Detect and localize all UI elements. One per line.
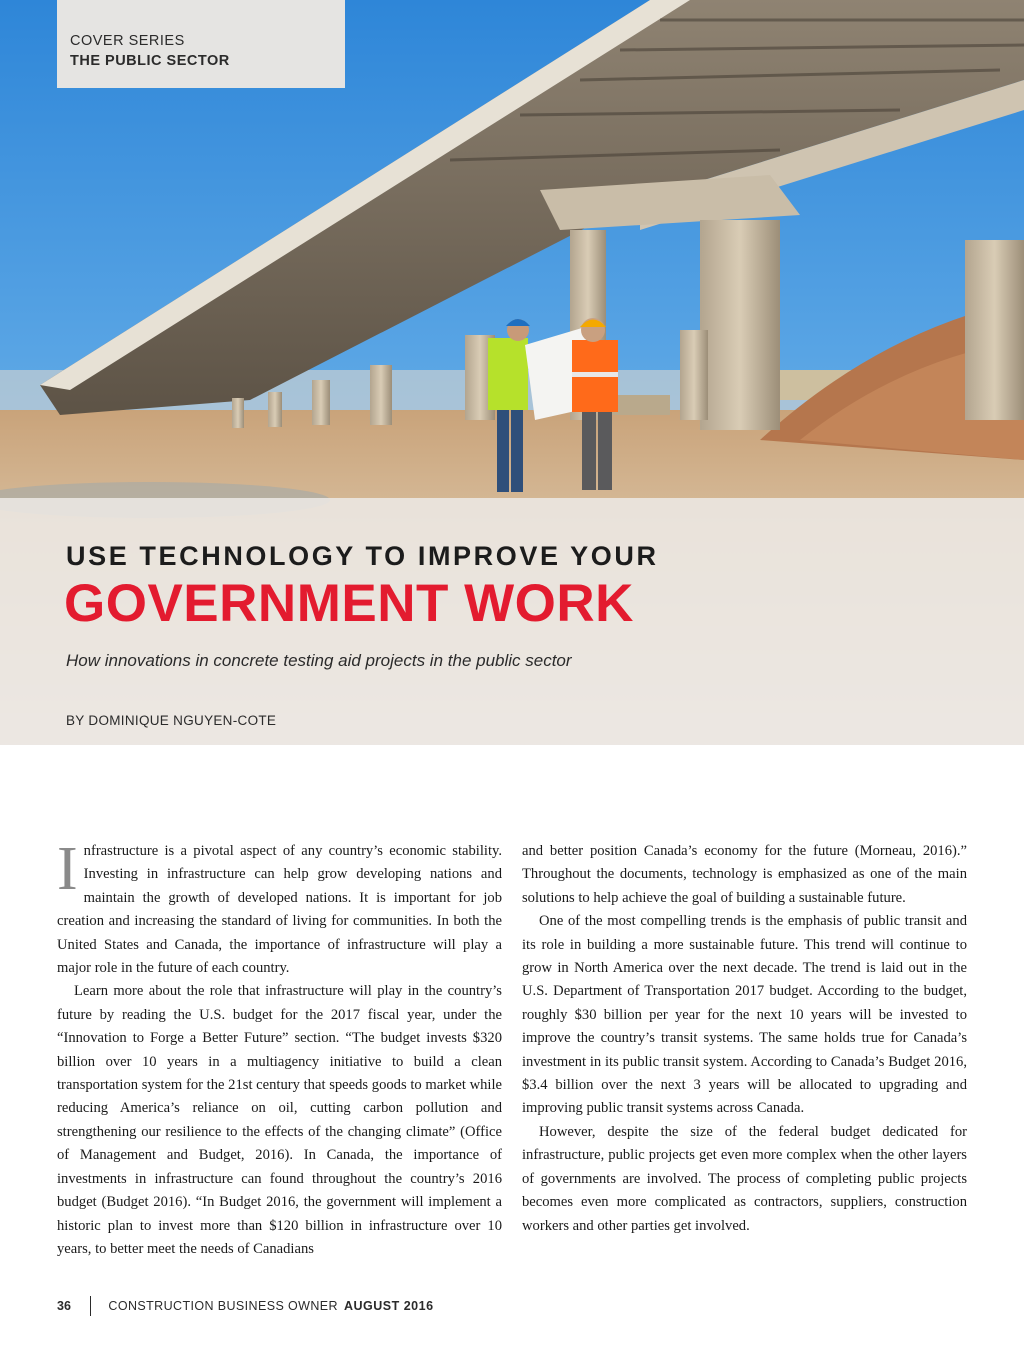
article-subtitle: How innovations in concrete testing aid projects in the public sector	[66, 651, 572, 670]
article-byline: BY DOMINIQUE NGUYEN-COTE	[66, 713, 277, 728]
section-name: THE PUBLIC SECTOR	[70, 53, 230, 69]
drop-cap: I	[57, 835, 78, 903]
article-headline: GOVERNMENT WORK	[64, 574, 634, 633]
body-paragraph: One of the most compelling trends is the emphasis of public transit and its role in building a more sustainable future. This trend will continue to grow in North America over the next decade. The trend is laid out in the U.S. Department of Transportation 2017 budget. According to the budget, roughly $30 billion per year for the next 10 years will be invested to improve the country’s transit systems. The same holds true for Canada’s investment in its public transit system. According to Canada’s Budget 2016, $3.4 billion over the next 3 years will be allocated to upgrading and improving public transit systems across Canada.	[522, 913, 967, 1117]
cover-series-line: COVER SERIES	[70, 33, 185, 49]
magazine-name: CONSTRUCTION BUSINESS OWNER	[108, 1299, 338, 1313]
issue-date: AUGUST 2016	[343, 1299, 434, 1313]
body-paragraph: However, despite the size of the federal budget dedicated for infrastructure, public projects get even more complex when the other layers of governments are involved. The process of completing public projects becomes even more complicated as contractors, suppliers, construction workers and other parties get involved.	[522, 1123, 967, 1234]
body-paragraph: and better position Canada’s economy for the future (Morneau, 2016).” Throughout the documents, technology is emphasized as one of the main solutions to help achieve the goal of building a sustainable future.	[522, 843, 967, 906]
body-column-left	[57, 835, 502, 1261]
page-footer	[57, 1293, 434, 1319]
body-paragraph: Learn more about the role that infrastructure will play in the country’s future by reading the U.S. budget for the 2017 fiscal year, under the “Innovation to Forge a Better Future” section. “The budget invests $320 billion over 10 years in a multiagency initiative to build a clean transportation system for the 21st century that speeds goods to market while reducing America’s reliance on oil, cutting carbon pollution and strengthening our resilience to the effects of the changing climate” (Office of Management and Budget, 2016). In Canada, the importance of investments in infrastructure can found throughout the country’s 2016 budget (Budget 2016). “In Budget 2016, the government will implement a historic plan to invest more than $120 billion in infrastructure over 10 years, to better meet the needs of Canadians	[57, 983, 502, 1257]
page-number: 36	[57, 1299, 71, 1313]
article-kicker: USE TECHNOLOGY TO IMPROVE YOUR	[66, 541, 659, 571]
body-column-right	[522, 840, 967, 1238]
footer-divider	[90, 1296, 92, 1316]
body-paragraph: Infrastructure is a pivotal aspect of any country’s economic stability. Investing in infrastructure can help grow developing nations and maintain the growth of developed nations. It is important for job creation and increasing the standard of living for communities. In both the United States and Canada, the importance of infrastructure will play a major role in the future of each country.	[57, 835, 502, 977]
cover-series-label	[57, 0, 345, 88]
